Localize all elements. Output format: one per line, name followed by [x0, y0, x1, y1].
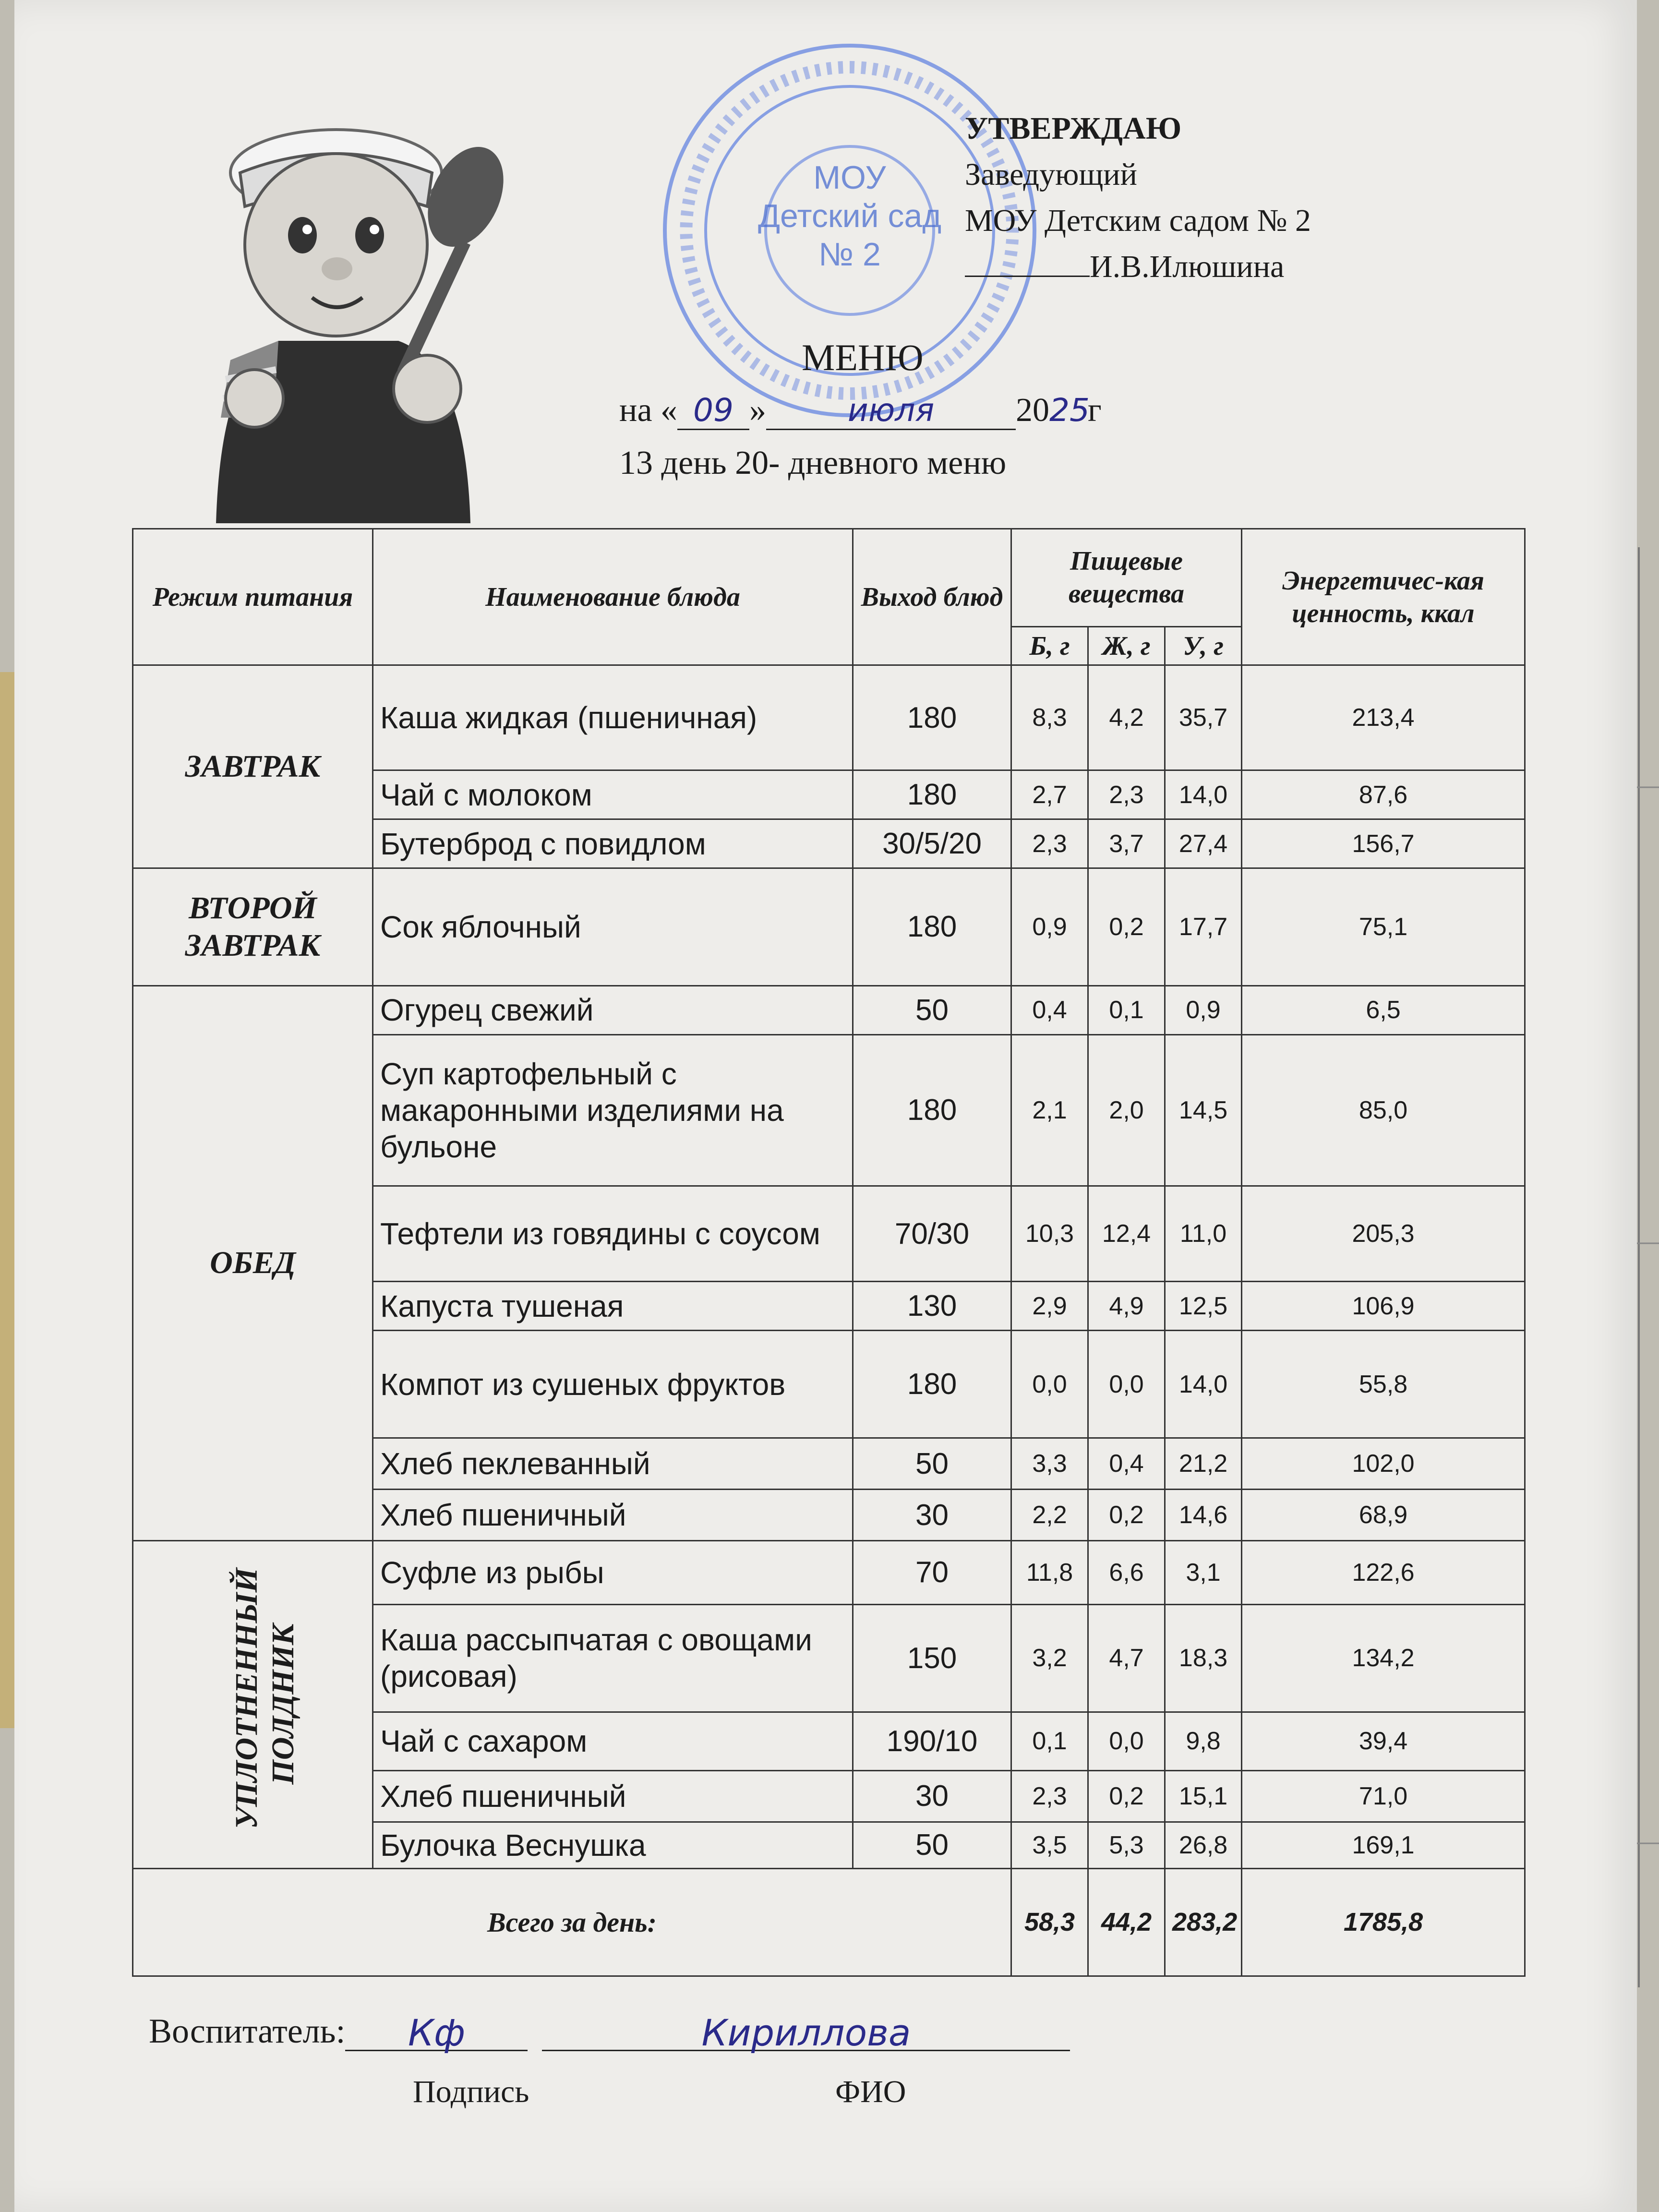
dish-carb: 14,0 [1165, 770, 1242, 819]
dish-output: 30 [853, 1490, 1011, 1541]
footer-signature-line [149, 2011, 1070, 2054]
dish-output: 190/10 [853, 1712, 1011, 1770]
dish-name: Тефтели из говядины с соусом [373, 1186, 853, 1282]
dish-name: Капуста тушеная [373, 1282, 853, 1331]
dish-protein: 0,4 [1011, 986, 1088, 1034]
header-dish: Наименование блюда [373, 529, 853, 665]
dish-output: 180 [853, 1330, 1011, 1438]
date-month: июля [766, 392, 1016, 430]
dish-carb: 14,5 [1165, 1034, 1242, 1186]
stamp-line-3: № 2 [818, 236, 881, 273]
dish-kcal: 205,3 [1242, 1186, 1525, 1282]
adjacent-page-edge [1637, 547, 1659, 1987]
dish-protein: 3,5 [1011, 1822, 1088, 1868]
dish-output: 180 [853, 665, 1011, 770]
dish-output: 50 [853, 986, 1011, 1034]
dish-output: 130 [853, 1282, 1011, 1331]
dish-kcal: 102,0 [1242, 1438, 1525, 1490]
dish-kcal: 55,8 [1242, 1330, 1525, 1438]
table-row [133, 1541, 1525, 1604]
total-kcal: 1785,8 [1242, 1868, 1525, 1976]
dish-protein: 0,0 [1011, 1330, 1088, 1438]
dish-name: Булочка Веснушка [373, 1822, 853, 1868]
dish-protein: 2,9 [1011, 1282, 1088, 1331]
dish-output: 70 [853, 1541, 1011, 1604]
total-protein: 58,3 [1011, 1868, 1088, 1976]
approval-signature-line [965, 276, 1090, 277]
dish-fat: 3,7 [1088, 819, 1165, 868]
dish-protein: 3,2 [1011, 1604, 1088, 1712]
dish-carb: 0,9 [1165, 986, 1242, 1034]
footer-signature: Кф [345, 2011, 528, 2051]
stamp-text [749, 158, 950, 274]
dish-output: 50 [853, 1438, 1011, 1490]
dish-protein: 0,9 [1011, 868, 1088, 986]
dish-name: Хлеб пшеничный [373, 1770, 853, 1822]
meal-breakfast: ЗАВТРАК [133, 665, 373, 868]
dish-fat: 5,3 [1088, 1822, 1165, 1868]
table-row [133, 665, 1525, 770]
dish-fat: 6,6 [1088, 1541, 1165, 1604]
dish-fat: 0,1 [1088, 986, 1165, 1034]
dish-name: Каша рассыпчатая с овощами (рисовая) [373, 1604, 853, 1712]
dish-kcal: 134,2 [1242, 1604, 1525, 1712]
header-energy: Энергетичес-кая ценность, ккал [1242, 529, 1525, 665]
date-prefix: на « [619, 392, 678, 429]
dish-protein: 10,3 [1011, 1186, 1088, 1282]
date-year-prefix: 20 [1016, 392, 1050, 429]
approval-organization: МОУ Детским садом № 2 [965, 203, 1311, 238]
dish-fat: 4,9 [1088, 1282, 1165, 1331]
approval-signer: И.В.Илюшина [1090, 249, 1285, 284]
date-year-suffix: г [1088, 392, 1102, 429]
dish-name: Хлеб пеклеванный [373, 1438, 853, 1490]
dish-kcal: 6,5 [1242, 986, 1525, 1034]
approval-block [965, 106, 1311, 290]
dish-protein: 2,2 [1011, 1490, 1088, 1541]
dish-kcal: 106,9 [1242, 1282, 1525, 1331]
total-carb: 283,2 [1165, 1868, 1242, 1976]
dish-name: Сок яблочный [373, 868, 853, 986]
dish-kcal: 68,9 [1242, 1490, 1525, 1541]
footer-role: Воспитатель: [149, 2012, 346, 2050]
header-nutrients: Пищевые вещества [1011, 529, 1242, 627]
dish-fat: 0,4 [1088, 1438, 1165, 1490]
dish-carb: 27,4 [1165, 819, 1242, 868]
header-meal: Режим питания [133, 529, 373, 665]
dish-protein: 0,1 [1011, 1712, 1088, 1770]
dish-kcal: 87,6 [1242, 770, 1525, 819]
approval-title: УТВЕРЖДАЮ [965, 111, 1182, 146]
total-label: Всего за день: [133, 1868, 1011, 1976]
dish-kcal: 75,1 [1242, 868, 1525, 986]
total-fat: 44,2 [1088, 1868, 1165, 1976]
dish-carb: 18,3 [1165, 1604, 1242, 1712]
menu-subtitle: 13 день 20- дневного меню [619, 445, 1007, 481]
stamp-line-2: Детский сад [757, 198, 942, 234]
dish-fat: 0,2 [1088, 1490, 1165, 1541]
dish-protein: 8,3 [1011, 665, 1088, 770]
dish-carb: 17,7 [1165, 868, 1242, 986]
header-fat: Ж, г [1088, 626, 1165, 665]
header-output: Выход блюд [853, 529, 1011, 665]
dish-kcal: 71,0 [1242, 1770, 1525, 1822]
dish-protein: 2,3 [1011, 819, 1088, 868]
table-row [133, 986, 1525, 1034]
dish-fat: 2,3 [1088, 770, 1165, 819]
meal-afternoon-snack-label: УПЛОТНЕННЫЙ ПОЛДНИК [229, 1568, 301, 1829]
chef-boy-illustration [158, 53, 571, 523]
dish-output: 50 [853, 1822, 1011, 1868]
dish-carb: 35,7 [1165, 665, 1242, 770]
dish-fat: 0,0 [1088, 1330, 1165, 1438]
dish-fat: 0,2 [1088, 1770, 1165, 1822]
dish-output: 30/5/20 [853, 819, 1011, 868]
header-carb: У, г [1165, 626, 1242, 665]
dish-carb: 14,0 [1165, 1330, 1242, 1438]
table-total-row [133, 1868, 1525, 1976]
dish-name: Суп картофельный с макаронными изделиями на бульоне [373, 1034, 853, 1186]
dish-protein: 11,8 [1011, 1541, 1088, 1604]
dish-kcal: 169,1 [1242, 1822, 1525, 1868]
dish-name: Суфле из рыбы [373, 1541, 853, 1604]
dish-carb: 11,0 [1165, 1186, 1242, 1282]
approval-position: Заведующий [965, 157, 1137, 192]
dish-protein: 2,3 [1011, 1770, 1088, 1822]
dish-output: 70/30 [853, 1186, 1011, 1282]
dish-name: Компот из сушеных фруктов [373, 1330, 853, 1438]
dish-fat: 4,7 [1088, 1604, 1165, 1712]
dish-name: Чай с молоком [373, 770, 853, 819]
dish-carb: 9,8 [1165, 1712, 1242, 1770]
dish-protein: 2,7 [1011, 770, 1088, 819]
dish-kcal: 156,7 [1242, 819, 1525, 868]
table-row [133, 868, 1525, 986]
menu-date [619, 391, 1102, 430]
dish-kcal: 122,6 [1242, 1541, 1525, 1604]
meal-second-breakfast: ВТОРОЙ ЗАВТРАК [133, 868, 373, 986]
dish-fat: 0,0 [1088, 1712, 1165, 1770]
meal-afternoon-snack [133, 1541, 373, 1869]
dish-output: 150 [853, 1604, 1011, 1712]
dish-carb: 15,1 [1165, 1770, 1242, 1822]
date-year-hand: 25 [1049, 392, 1090, 429]
dish-kcal: 213,4 [1242, 665, 1525, 770]
footer-label-signature: Подпись [413, 2074, 529, 2109]
date-day: 09 [677, 392, 749, 430]
footer-name: Кириллова [542, 2011, 1070, 2051]
dish-protein: 2,1 [1011, 1034, 1088, 1186]
dish-fat: 4,2 [1088, 665, 1165, 770]
menu-table [132, 528, 1526, 1977]
dish-name: Огурец свежий [373, 986, 853, 1034]
dish-fat: 12,4 [1088, 1186, 1165, 1282]
dish-carb: 26,8 [1165, 1822, 1242, 1868]
dish-output: 180 [853, 868, 1011, 986]
dish-fat: 2,0 [1088, 1034, 1165, 1186]
dish-name: Каша жидкая (пшеничная) [373, 665, 853, 770]
dish-carb: 12,5 [1165, 1282, 1242, 1331]
menu-title: МЕНЮ [802, 337, 924, 378]
dish-protein: 3,3 [1011, 1438, 1088, 1490]
dish-name: Бутерброд с повидлом [373, 819, 853, 868]
dish-kcal: 85,0 [1242, 1034, 1525, 1186]
dish-name: Чай с сахаром [373, 1712, 853, 1770]
footer-label-name: ФИО [835, 2074, 906, 2109]
dish-output: 180 [853, 1034, 1011, 1186]
header-protein: Б, г [1011, 626, 1088, 665]
dish-fat: 0,2 [1088, 868, 1165, 986]
dish-carb: 21,2 [1165, 1438, 1242, 1490]
dish-kcal: 39,4 [1242, 1712, 1525, 1770]
dish-name: Хлеб пшеничный [373, 1490, 853, 1541]
dish-carb: 3,1 [1165, 1541, 1242, 1604]
dish-output: 180 [853, 770, 1011, 819]
meal-lunch: ОБЕД [133, 986, 373, 1540]
dish-carb: 14,6 [1165, 1490, 1242, 1541]
stamp-line-1: МОУ [813, 159, 886, 196]
dish-output: 30 [853, 1770, 1011, 1822]
date-mid: » [749, 392, 767, 429]
